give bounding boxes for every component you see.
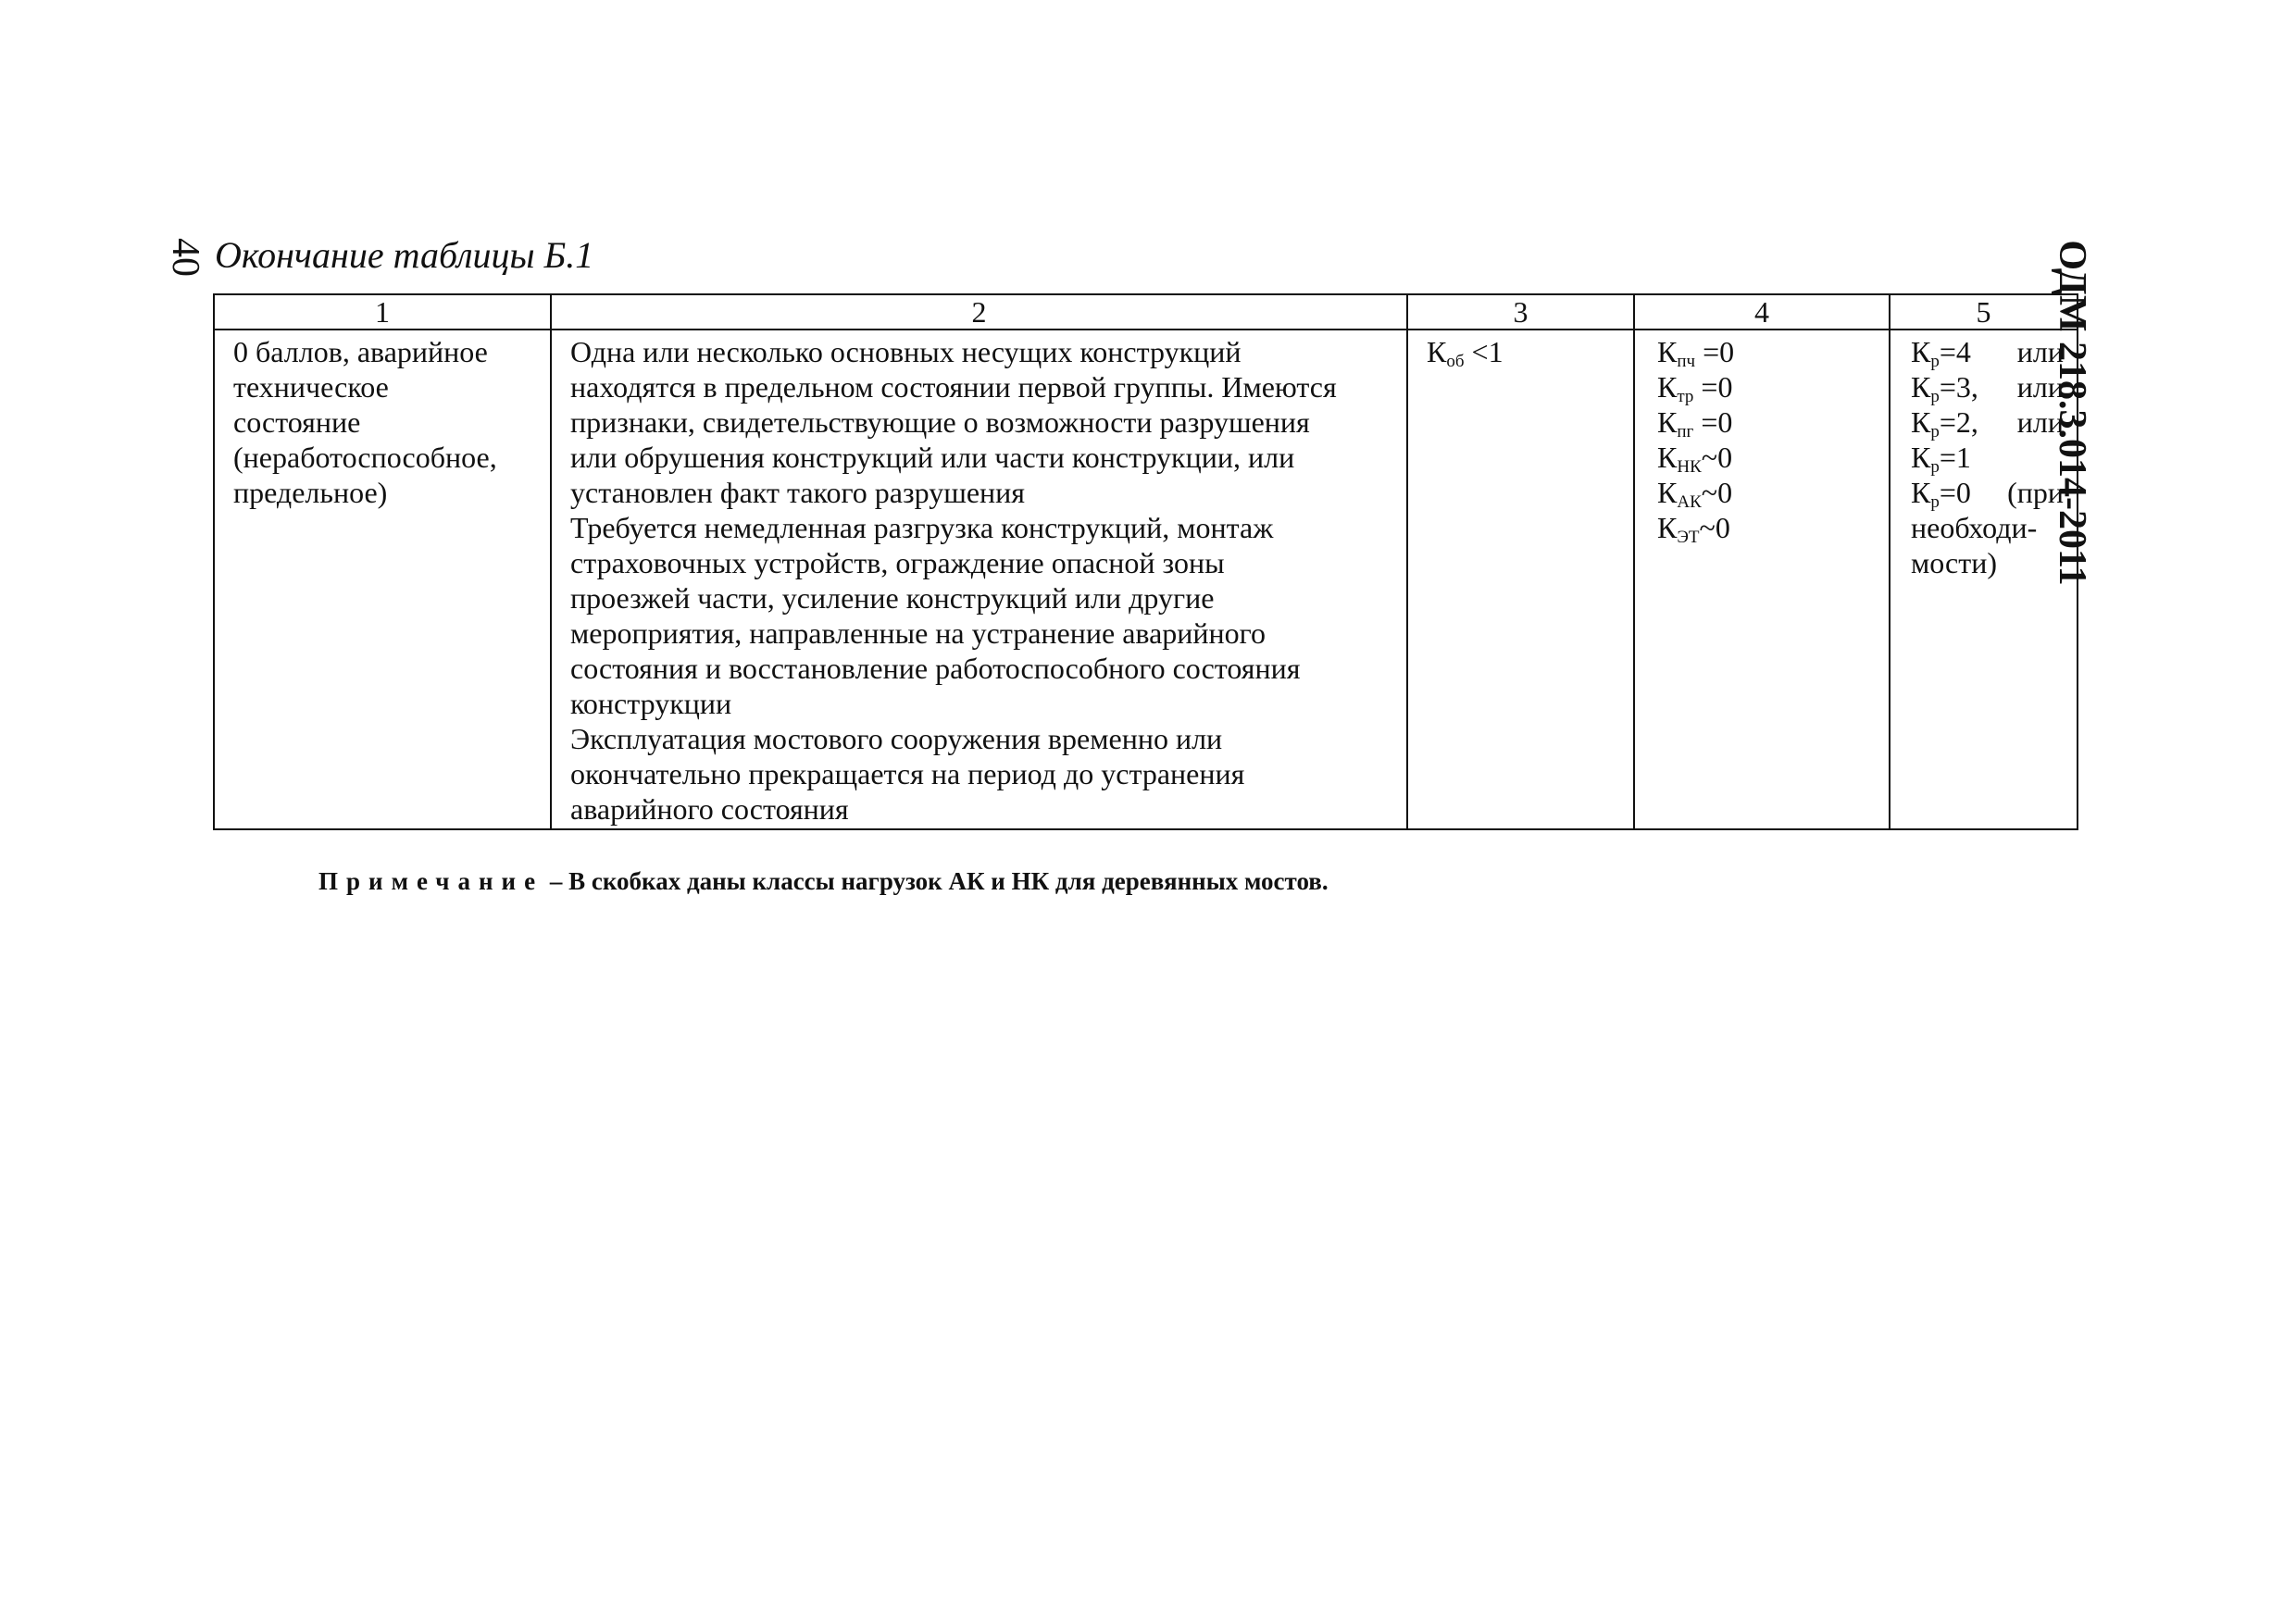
coef-symbol: К xyxy=(1657,370,1678,404)
coef-subscript: пч xyxy=(1677,352,1696,371)
description-line: установлен факт такого разрушения xyxy=(570,476,1025,509)
coefficient-kob-cell xyxy=(1407,330,1634,829)
coef-symbol: К xyxy=(1657,476,1678,509)
description-line: проезжей части, усиление конструкций или другие xyxy=(570,581,1215,615)
description-line: страховочных устройств, ограждение опасной зоны xyxy=(570,546,1225,579)
coef-note-line: необходи- xyxy=(1911,511,2038,544)
page-number: 40 xyxy=(164,238,206,277)
table-note xyxy=(318,866,1329,896)
coef-subscript: пг xyxy=(1677,422,1694,442)
coef-value: =4 xyxy=(1939,335,1971,368)
coef-subscript: НК xyxy=(1677,457,1702,477)
description-line: Одна или несколько основных несущих конструкций xyxy=(570,335,1242,368)
coef-note-line: мости) xyxy=(1911,546,1998,579)
condition-line: предельное) xyxy=(233,476,388,509)
coef-subscript: тр xyxy=(1677,387,1694,406)
description-line: аварийного состояния xyxy=(570,792,849,826)
coefficient-kpch xyxy=(1657,334,1883,369)
coef-symbol: К xyxy=(1911,441,1931,474)
table-row xyxy=(214,330,2078,829)
header-col-2: 2 xyxy=(551,294,1407,330)
header-col-5: 5 xyxy=(1890,294,2078,330)
description-line: Эксплуатация мостового сооружения временно или xyxy=(570,722,1223,755)
coefficient-kr xyxy=(1911,369,2064,404)
table-header-row xyxy=(214,294,2078,330)
coef-subscript: ЭТ xyxy=(1677,528,1700,547)
header-col-4: 4 xyxy=(1634,294,1890,330)
header-col-1: 1 xyxy=(214,294,551,330)
load-capacity-cell xyxy=(1890,330,2078,829)
table-caption: Окончание таблицы Б.1 xyxy=(215,234,594,276)
coefficient-kak xyxy=(1657,475,1883,510)
coefficient-kr xyxy=(1911,440,2064,475)
description-line: конструкции xyxy=(570,687,732,720)
coefficient-kr xyxy=(1911,475,2064,510)
description-cell xyxy=(551,330,1407,829)
coef-symbol: К xyxy=(1657,441,1678,474)
coef-subscript: р xyxy=(1930,422,1940,442)
description-line: мероприятия, направленные на устранение аварийного xyxy=(570,616,1266,650)
coef-value: =3, xyxy=(1939,370,1978,404)
description-line: находятся в предельном состоянии первой группы. Имеются xyxy=(570,370,1337,404)
coef-conjunction: или xyxy=(2016,335,2064,368)
coef-symbol: К xyxy=(1427,335,1447,368)
coef-value: =0 xyxy=(1693,405,1733,439)
description-line: окончательно прекращается на период до устранения xyxy=(570,757,1245,790)
coef-value: <1 xyxy=(1464,335,1504,368)
coefficient-kpg xyxy=(1657,404,1883,440)
condition-line: состояние xyxy=(233,405,361,439)
coefficient-kob xyxy=(1427,334,1628,369)
coefficient-kr xyxy=(1911,404,2064,440)
condition-line: 0 баллов, аварийное xyxy=(233,335,488,368)
coef-value: =0 xyxy=(1939,476,1971,509)
coef-symbol: К xyxy=(1657,335,1678,368)
description-line: состояния и восстановление работоспособного состояния xyxy=(570,652,1301,685)
description-line: или обрушения конструкций или части конструкции, или xyxy=(570,441,1295,474)
coefficient-knk xyxy=(1657,440,1883,475)
header-col-3: 3 xyxy=(1407,294,1634,330)
coef-value: =0 xyxy=(1695,335,1735,368)
condition-cell xyxy=(214,330,551,829)
description-line: признаки, свидетельствующие о возможности разрушения xyxy=(570,405,1310,439)
coef-symbol: К xyxy=(1657,405,1678,439)
condition-line: (неработоспособное, xyxy=(233,441,497,474)
description-line: Требуется немедленная разгрузка конструкций, монтаж xyxy=(570,511,1274,544)
document-code: ОДМ 218.3.014-2011 xyxy=(2051,240,2093,586)
coef-symbol: К xyxy=(1911,405,1931,439)
note-label: Примечание xyxy=(318,867,544,895)
coef-conjunction: (при xyxy=(2007,476,2064,509)
coef-symbol: К xyxy=(1657,511,1678,544)
coef-subscript: р xyxy=(1930,457,1940,477)
coef-value: ~0 xyxy=(1701,441,1733,474)
coef-conjunction: или xyxy=(2016,405,2064,439)
coefficient-ktr xyxy=(1657,369,1883,404)
coef-subscript: об xyxy=(1446,352,1465,371)
condition-table xyxy=(213,293,2078,830)
coefficient-kr xyxy=(1911,334,2064,369)
coef-symbol: К xyxy=(1911,335,1931,368)
element-coefficients-cell xyxy=(1634,330,1890,829)
coef-subscript: АК xyxy=(1677,492,1702,512)
coef-subscript: р xyxy=(1930,352,1940,371)
coef-value: =1 xyxy=(1939,441,1971,474)
note-text: – В скобках даны классы нагрузок АК и НК для деревянных мостов. xyxy=(543,867,1329,895)
coefficient-ket xyxy=(1657,510,1883,545)
coef-value: ~0 xyxy=(1701,476,1733,509)
coef-symbol: К xyxy=(1911,370,1931,404)
condition-line: техническое xyxy=(233,370,389,404)
coef-value: =0 xyxy=(1693,370,1733,404)
coef-symbol: К xyxy=(1911,476,1931,509)
coef-subscript: р xyxy=(1930,387,1940,406)
coef-value: =2, xyxy=(1939,405,1978,439)
coef-value: ~0 xyxy=(1699,511,1730,544)
coef-subscript: р xyxy=(1930,492,1940,512)
coef-conjunction: или xyxy=(2016,370,2064,404)
